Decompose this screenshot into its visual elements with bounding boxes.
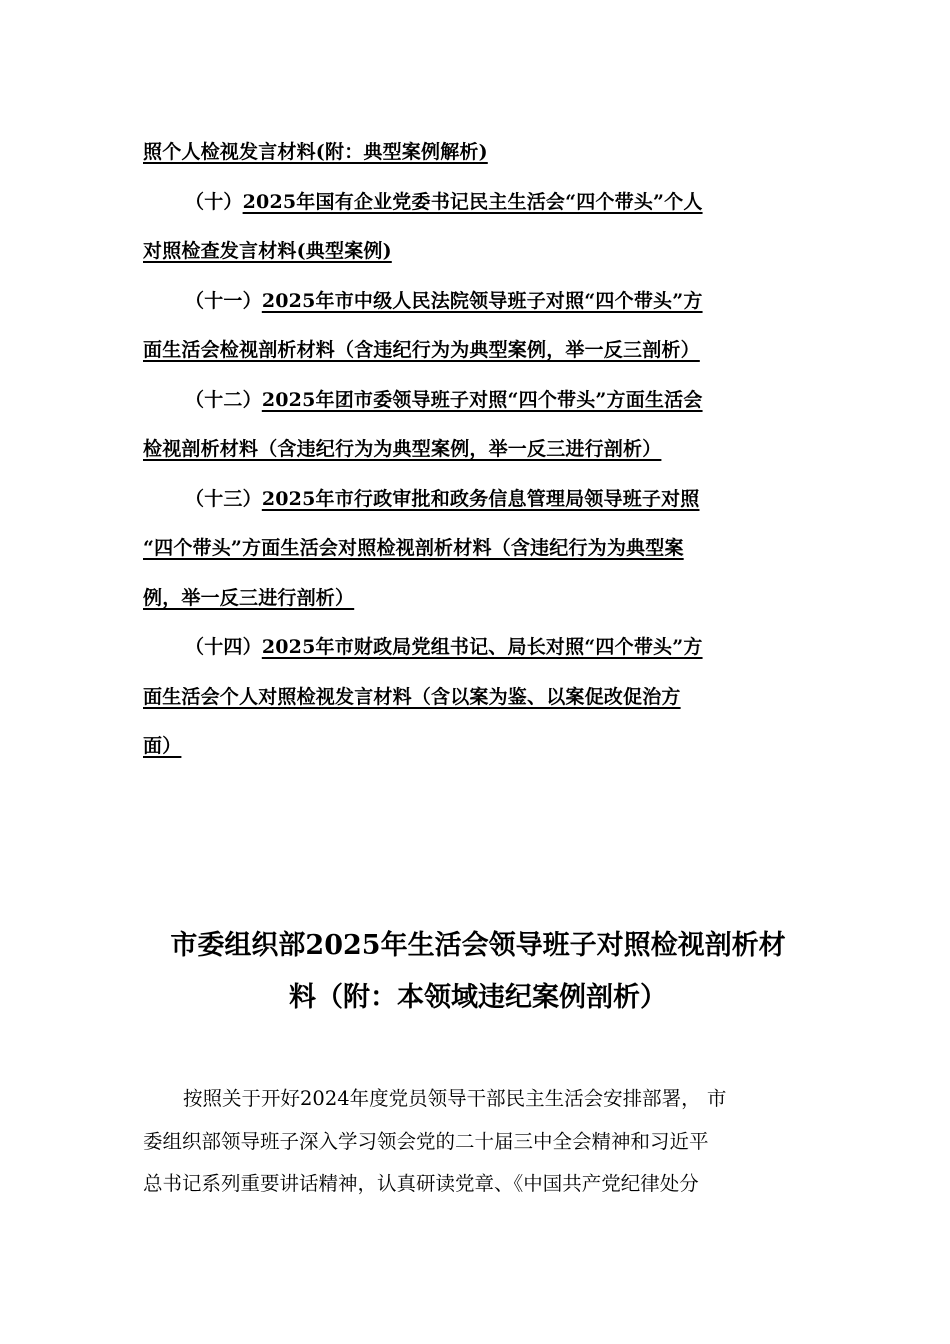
toc-line: [143, 524, 793, 574]
toc-line: [143, 475, 793, 525]
toc-number: （十一）: [185, 289, 262, 312]
toc-link[interactable]: 面生活会检视剖析材料（含违纪行为为典型案例，举一反三剖析）: [143, 339, 700, 361]
toc-link[interactable]: 2025年市中级人民法院领导班子对照“四个带头”方: [261, 289, 703, 312]
title-line: 市委组织部2025年生活会领导班子对照检视剖析材: [170, 930, 786, 961]
toc-link[interactable]: 2025年市行政审批和政务信息管理局领导班子对照: [261, 487, 700, 510]
title-line: 料（附：本领域违纪案例剖析）: [289, 982, 667, 1013]
toc-line: [143, 623, 793, 673]
toc-line: [143, 326, 793, 376]
toc-number: （十二）: [185, 388, 262, 411]
toc-line: [143, 376, 793, 426]
toc-line: [143, 277, 793, 327]
toc-line: [143, 673, 793, 723]
toc-link[interactable]: 照个人检视发言材料(附：典型案例解析): [143, 141, 488, 163]
toc-link[interactable]: 2025年市财政局党组书记、局长对照“四个带头”方: [261, 636, 703, 658]
body-paragraph: [143, 1078, 813, 1206]
toc-number: （十三）: [185, 487, 262, 510]
paragraph-line: 按照关于开好2024年度党员领导干部民主生活会安排部署， 市: [183, 1087, 727, 1110]
toc-line: [143, 227, 793, 277]
paragraph-line: 总书记系列重要讲话精神，认真研读党章、《中国共产党纪律处分: [143, 1172, 699, 1195]
toc-line: [143, 574, 793, 624]
toc-line: [143, 128, 793, 178]
toc-number: （十）: [185, 190, 243, 213]
toc-link[interactable]: 2025年国有企业党委书记民主生活会“四个带头”个人: [242, 190, 703, 213]
toc-link[interactable]: 面）: [143, 735, 182, 757]
paragraph-line: 委组织部领导班子深入学习领会党的二十届三中全会精神和习近平: [143, 1129, 709, 1153]
toc-link[interactable]: 例，举一反三进行剖析）: [143, 586, 355, 609]
toc-link[interactable]: 面生活会个人对照检视发言材料（含以案为鉴、以案促改促治方: [143, 685, 681, 708]
toc-link[interactable]: “四个带头”方面生活会对照检视剖析材料（含违纪行为为典型案: [143, 537, 684, 559]
toc-number: （十四）: [185, 636, 262, 658]
toc-link[interactable]: 检视剖析材料（含违纪行为为典型案例，举一反三进行剖析）: [143, 438, 662, 460]
toc-line: [143, 178, 793, 228]
table-of-contents: [143, 128, 793, 772]
toc-line: [143, 425, 793, 475]
toc-line: [143, 722, 793, 772]
toc-link[interactable]: 2025年团市委领导班子对照“四个带头”方面生活会: [261, 388, 703, 411]
toc-link[interactable]: 对照检查发言材料(典型案例): [143, 240, 392, 262]
document-title: [143, 920, 813, 1024]
